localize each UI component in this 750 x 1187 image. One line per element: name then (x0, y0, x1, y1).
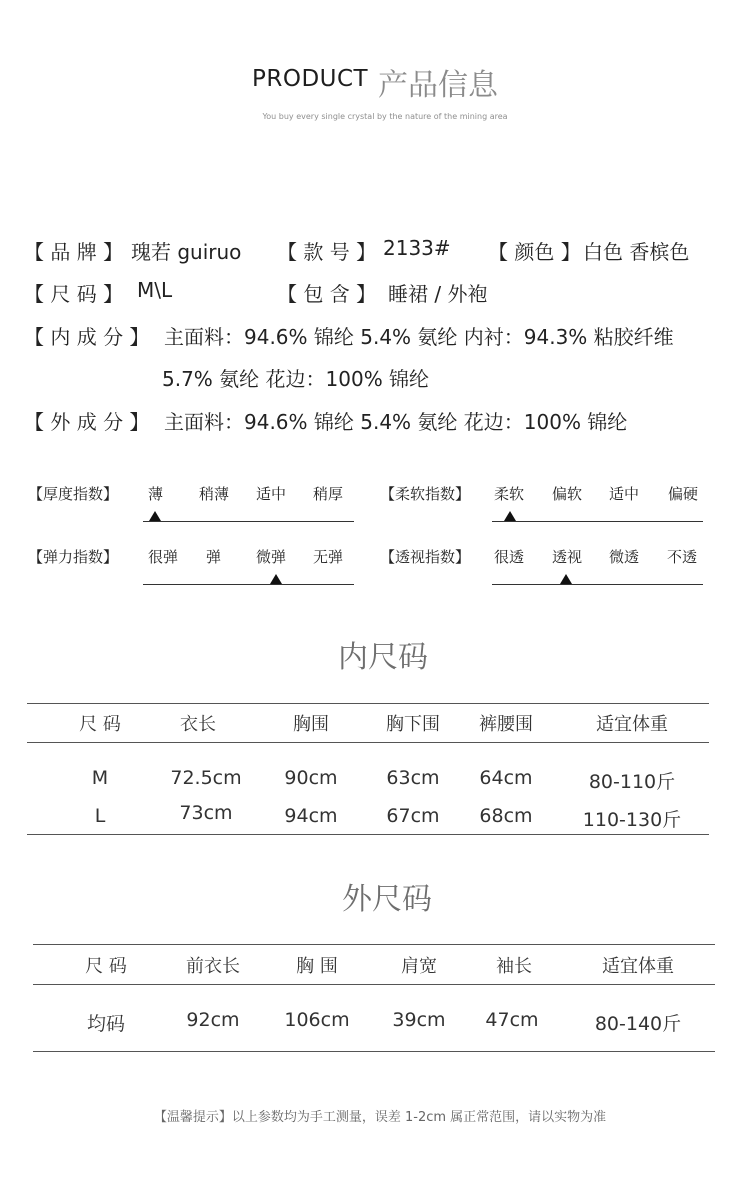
size-value: M\L (137, 278, 173, 302)
brand-label: 【 品 牌 】 (24, 240, 124, 264)
header-title-cn: 产品信息 (378, 68, 498, 103)
elasticity-option: 弹 (206, 548, 222, 566)
elasticity-scale-line (143, 584, 354, 585)
size-label: 【 尺 码 】 (24, 282, 124, 306)
inner-header-cell: 胸围 (293, 714, 329, 735)
inner-material-line1: 主面料：94.6% 锦纶 5.4% 氨纶 内衬：94.3% 粘胶纤维 (164, 325, 674, 349)
transparency-option: 不透 (667, 548, 698, 566)
inner-table-cell: 94cm (284, 805, 338, 827)
outer-table-cell: 39cm (392, 1009, 446, 1031)
inner-table-cell: 110-130斤 (582, 809, 682, 831)
outer-header-cell: 胸 围 (296, 956, 338, 977)
outer-table-cell: 92cm (186, 1009, 240, 1031)
elasticity-option: 微弹 (256, 548, 287, 566)
softness-index-label: 【柔软指数】 (380, 485, 471, 503)
inner-header-cell: 裤腰围 (479, 714, 533, 735)
header-title-en: PRODUCT (252, 66, 369, 92)
inner-table-header-rule (27, 742, 709, 743)
model-value: 2133# (383, 236, 451, 260)
softness-scale-line (492, 521, 703, 522)
inner-table-cell: 90cm (284, 767, 338, 789)
outer-header-cell: 前衣长 (186, 956, 240, 977)
outer-table-cell: 106cm (284, 1009, 350, 1031)
thickness-option: 适中 (256, 485, 287, 503)
thickness-index-label: 【厚度指数】 (28, 485, 119, 503)
brand-value: 瑰若 guiruo (131, 240, 242, 264)
elasticity-option: 无弹 (313, 548, 344, 566)
outer-header-cell: 适宜体重 (602, 956, 674, 977)
outer-material-label: 【 外 成 分 】 (24, 410, 150, 434)
transparency-option: 很透 (494, 548, 525, 566)
softness-marker (504, 511, 516, 521)
inner-header-cell: 胸下围 (386, 714, 440, 735)
inner-table-bottom-rule (27, 834, 709, 835)
inner-table-cell: 64cm (479, 767, 533, 789)
outer-table-cell: 80-140斤 (594, 1013, 682, 1035)
inner-table-cell: L (94, 805, 106, 827)
elasticity-marker (270, 574, 282, 584)
thickness-option: 稍薄 (199, 485, 230, 503)
transparency-option: 透视 (552, 548, 583, 566)
outer-size-title: 外尺码 (342, 882, 432, 917)
inner-table-cell: 80-110斤 (588, 771, 676, 793)
inner-table-cell: 68cm (479, 805, 533, 827)
color-label: 【 颜色 】 (488, 240, 581, 264)
outer-header-cell: 肩宽 (401, 956, 437, 977)
inner-header-cell: 适宜体重 (596, 714, 668, 735)
outer-material-line1: 主面料：94.6% 锦纶 5.4% 氨纶 花边：100% 锦纶 (164, 410, 628, 434)
header-subtitle: You buy every single crystal by the nature of the mining area (262, 112, 508, 121)
outer-table-top-rule (33, 944, 715, 945)
color-value: 白色 香槟色 (583, 240, 690, 264)
inner-table-cell: M (91, 767, 109, 789)
inner-size-title: 内尺码 (338, 640, 428, 675)
thickness-option: 稍厚 (313, 485, 344, 503)
measurement-note: 【温馨提示】以上参数均为手工测量，误差 1-2cm 属正常范围，请以实物为准 (153, 1110, 607, 1125)
thickness-marker (149, 511, 161, 521)
include-label: 【 包 含 】 (277, 282, 377, 306)
softness-option: 偏硬 (668, 485, 699, 503)
inner-material-label: 【 内 成 分 】 (24, 325, 150, 349)
thickness-option: 薄 (148, 485, 164, 503)
outer-table-bottom-rule (33, 1051, 715, 1052)
inner-material-line2: 5.7% 氨纶 花边：100% 锦纶 (162, 367, 430, 391)
elasticity-index-label: 【弹力指数】 (28, 548, 119, 566)
outer-header-cell: 尺 码 (85, 956, 127, 977)
inner-table-cell: 63cm (386, 767, 440, 789)
model-label: 【 款 号 】 (277, 240, 377, 264)
inner-header-cell: 衣长 (180, 714, 216, 735)
elasticity-option: 很弹 (148, 548, 179, 566)
outer-table-header-rule (33, 984, 715, 985)
transparency-option: 微透 (609, 548, 640, 566)
inner-table-cell: 72.5cm (170, 767, 242, 789)
inner-table-cell: 73cm (179, 802, 233, 824)
transparency-index-label: 【透视指数】 (380, 548, 471, 566)
softness-option: 适中 (609, 485, 640, 503)
transparency-marker (560, 574, 572, 584)
outer-table-cell: 47cm (485, 1009, 539, 1031)
transparency-scale-line (492, 584, 703, 585)
softness-option: 柔软 (494, 485, 525, 503)
outer-header-cell: 袖长 (496, 956, 532, 977)
inner-table-top-rule (27, 703, 709, 704)
softness-option: 偏软 (552, 485, 583, 503)
outer-table-cell: 均码 (86, 1013, 125, 1035)
inner-header-cell: 尺 码 (79, 714, 121, 735)
inner-table-cell: 67cm (386, 805, 440, 827)
thickness-scale-line (143, 521, 354, 522)
include-value: 睡裙 / 外袍 (388, 282, 488, 306)
